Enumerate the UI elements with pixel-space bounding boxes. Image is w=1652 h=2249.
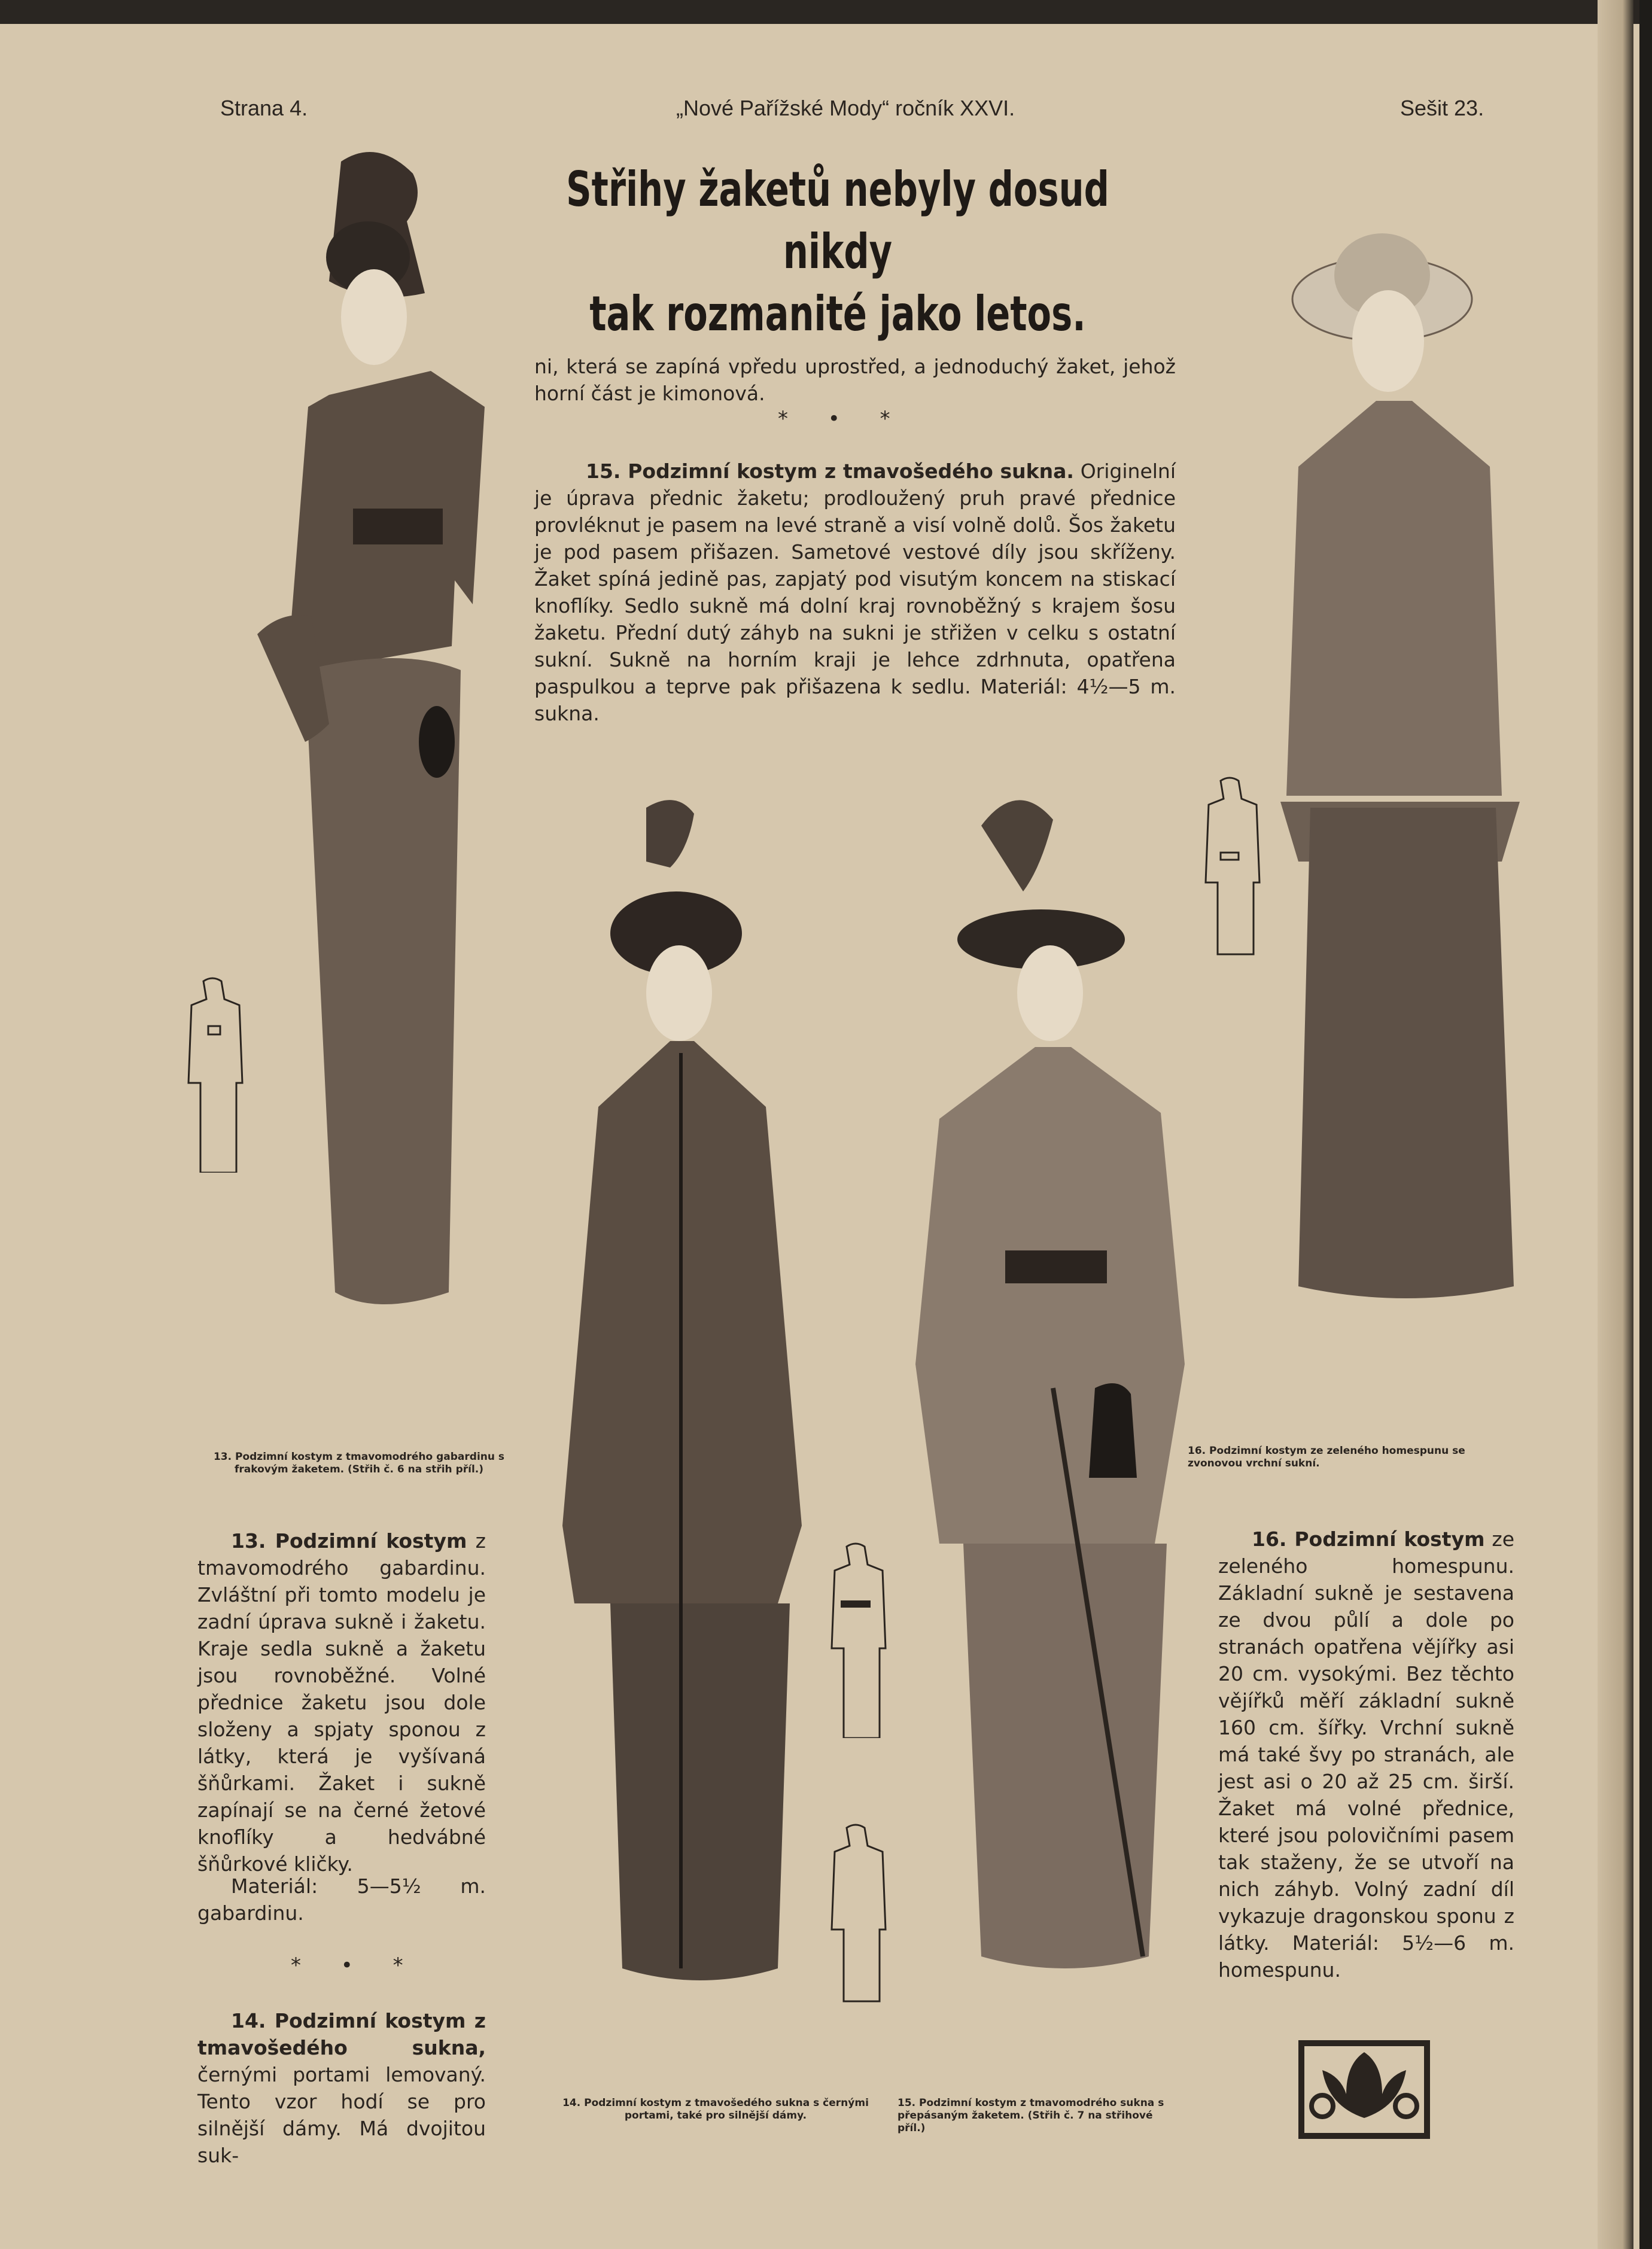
divider-stars: * • * <box>778 407 907 431</box>
article-14-text: černými portami lemovaný. Tento vzor hodí se pro silnější dámy. Má dvojitou suk- <box>197 2063 486 2167</box>
title-line-1: Střihy žaketů nebyly dosud nikdy <box>566 162 1109 279</box>
divider-stars-2: * • * <box>291 1953 420 1977</box>
scan-top-band <box>0 0 1639 24</box>
figure-16-back-sketch <box>1194 775 1265 960</box>
article-15-lead: 15. Podzimní kostym z tmavošedého sukna. <box>586 459 1074 483</box>
ornament-vignette <box>1298 2040 1430 2139</box>
article-16 <box>1218 1526 1514 1983</box>
caption-14: 14. Podzimní kostym z tmavošedého sukna s černými portami, také pro silnější dámy. <box>562 2097 869 2122</box>
title-line-2: tak rozmanité jako letos. <box>589 286 1086 342</box>
figure-14-back-sketch-2 <box>823 1822 889 2007</box>
page-number: Strana 4. <box>220 96 308 120</box>
article-15-text: Originelní je úprava přednic žaketu; prodloužený pruh pravé přednice provléknut je pasem na levé straně a visí volně dolů. Šos žaketu je pod pasem přišazen. Sametové vestové díly jsou skříženy. Žaket spíná jedině pas, zapjatý pod visutým koncem na stiskací knoflíky. Sedlo sukně má dolní kraj rovnoběžný s krajem šosu žaketu. Přední dutý záhyb na sukni je střižen v celku s ostatní sukní. Sukně na horním kraji je lehce zdrhnuta, opatřena paspulkou a teprve pak přišazena k sedlu. Materiál: 4½—5 m. sukna. <box>534 459 1176 725</box>
article-13-lead: 13. Podzimní kostym <box>231 1529 467 1553</box>
figure-14-illustration <box>527 796 814 2016</box>
caption-13: 13. Podzimní kostym z tmavomodrého gabardinu s frakovým žaketem. (Střih č. 6 na střih příl.) <box>213 1451 505 1475</box>
article-13 <box>197 1527 486 1877</box>
article-13-material: Materiál: 5—5½ m. gabardinu. <box>197 1874 486 1925</box>
page-title <box>553 159 1122 345</box>
intro-paragraph: ni, která se zapíná vpředu uprostřed, a jednoduchý žaket, jehož horní část je kimonová. <box>534 355 1176 405</box>
issue-number: Sešit 23. <box>1400 96 1484 120</box>
figure-13-back-sketch <box>180 975 245 1173</box>
caption-15: 15. Podzimní kostym z tmavomodrého sukna s přepásaným žaketem. (Střih č. 7 na střihové příl.) <box>898 2097 1164 2134</box>
figure-14-back-sketch-1 <box>823 1541 889 1738</box>
page-spine <box>1598 0 1633 2249</box>
article-14-lead: 14. Podzimní kostym z tmavošedého sukna, <box>197 2009 486 2059</box>
running-header: „Nové Pařížské Mody“ ročník XXVI. <box>676 96 1015 120</box>
figure-15-illustration <box>892 790 1227 1992</box>
article-16-lead: 16. Podzimní kostym <box>1252 1527 1485 1551</box>
article-15 <box>534 458 1176 727</box>
article-14 <box>197 2007 486 2169</box>
article-13-text: z tmavomodrého gabardinu. Zvláštní při tomto modelu je zadní úprava sukně i žaketu. Kraje sedla sukně a žaketu jsou rovnoběžné. Volné přednice žaketu jsou dole složeny a spjaty sponou z látky, která je vyšívaná šňůrkami. Žaket i sukně zapínají se na černé žetové knoflíky a hedvábné šňůrkové kličky. <box>197 1529 486 1876</box>
article-16-text: ze zeleného homespunu. Základní sukně je sestavena ze dvou půlí a dole po stranách opatřena vějířky asi 20 cm. vysokými. Bez těchto vějířků měří základní sukně 160 cm. šířky. Vrchní sukně má také švy po stranách, ale jest asi o 20 až 25 cm. širší. Žaket má volné přednice, které jsou polovičními pasem tak staženy, že se utvoří na nich záhyb. Volný zadní díl vykazuje dragonskou sponu z látky. Materiál: 5½—6 m. homespunu. <box>1218 1527 1515 1982</box>
figure-13-illustration <box>239 144 503 1406</box>
caption-16: 16. Podzimní kostym ze zeleného homespunu se zvonovou vrchní sukní. <box>1188 1445 1465 1469</box>
figure-16-illustration <box>1245 209 1544 1376</box>
